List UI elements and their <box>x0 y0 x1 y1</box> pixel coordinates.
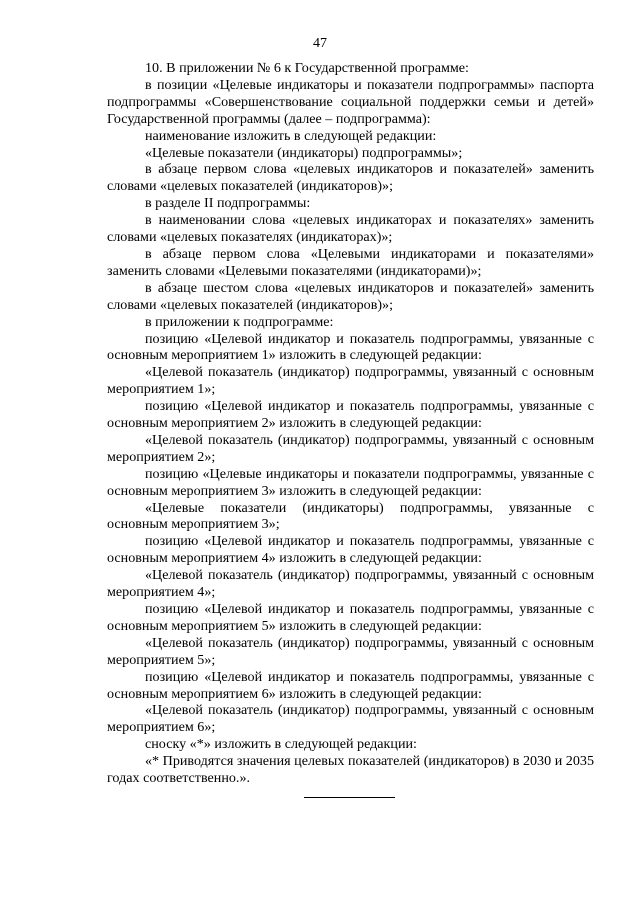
paragraph: «Целевые показатели (индикаторы) подпрограммы»; <box>145 144 463 161</box>
paragraph: сноску «*» изложить в следующей редакции: <box>145 736 417 753</box>
paragraph: позицию «Целевой индикатор и показатель подпрограммы, увязанные с основным мероприятием 6» изложить в следующей редакции: <box>107 668 594 702</box>
closing-divider <box>304 797 395 798</box>
paragraph: позицию «Целевой индикатор и показатель подпрограммы, увязанные с основным мероприятием 5» изложить в следующей редакции: <box>107 601 594 634</box>
paragraph: позицию «Целевой индикатор и показатель подпрограммы, увязанные с основным мероприятием 4» изложить в следующей редакции: <box>107 533 594 567</box>
paragraph: в разделе II подпрограммы: <box>145 195 311 212</box>
paragraph: наименование изложить в следующей редакции: <box>145 127 437 144</box>
paragraph: в абзаце первом слова «целевых индикаторов и показателей» заменить словами «целевых показателей (индикаторов)»; <box>107 161 594 195</box>
paragraph: позицию «Целевой индикатор и показатель подпрограммы, увязанные с основным мероприятием 2» изложить в следующей редакции: <box>107 398 594 432</box>
paragraph: «Целевой показатель (индикатор) подпрограммы, увязанный с основным мероприятием 4»; <box>107 567 594 601</box>
paragraph: в абзаце первом слова «Целевыми индикаторами и показателями» заменить словами «Целевыми показателями (индикаторами)»; <box>107 245 594 279</box>
paragraph: в абзаце шестом слова «целевых индикаторов и показателей» заменить словами «целевых показателей (индикаторов)»; <box>107 279 594 313</box>
paragraph: «Целевой показатель (индикатор) подпрограммы, увязанный с основным мероприятием 6»; <box>107 702 594 736</box>
paragraph: в позиции «Целевые индикаторы и показатели подпрограммы» паспорта подпрограммы «Совершенствование социальной поддержки семьи и детей» Государственной программы (далее – подпрограмма): <box>107 76 594 127</box>
paragraph: 10. В приложении № 6 к Государственной программе: <box>145 60 469 76</box>
paragraph: «* Приводятся значения целевых показателей (индикаторов) в 2030 и 2035 годах соответственно.». <box>107 753 594 787</box>
paragraph: «Целевой показатель (индикатор) подпрограммы, увязанный с основным мероприятием 5»; <box>107 634 594 668</box>
paragraph: позицию «Целевой индикатор и показатель подпрограммы, увязанные с основным мероприятием 1» изложить в следующей редакции: <box>107 330 594 364</box>
page-number: 47 <box>313 36 327 51</box>
paragraph: позицию «Целевые индикаторы и показатели подпрограммы, увязанные с основным мероприятием 3» изложить в следующей редакции: <box>107 465 594 499</box>
paragraph: «Целевой показатель (индикатор) подпрограммы, увязанный с основным мероприятием 2»; <box>107 431 594 465</box>
paragraph: в приложении к подпрограмме: <box>145 313 334 330</box>
paragraph: в наименовании слова «целевых индикаторах и показателях» заменить словами «целевых показателях (индикаторах)»; <box>107 212 594 246</box>
paragraph: «Целевые показатели (индикаторы) подпрограммы, увязанные с основным мероприятием 3»; <box>107 499 594 533</box>
paragraph: «Целевой показатель (индикатор) подпрограммы, увязанный с основным мероприятием 1»; <box>107 364 594 398</box>
document-body <box>107 60 594 787</box>
